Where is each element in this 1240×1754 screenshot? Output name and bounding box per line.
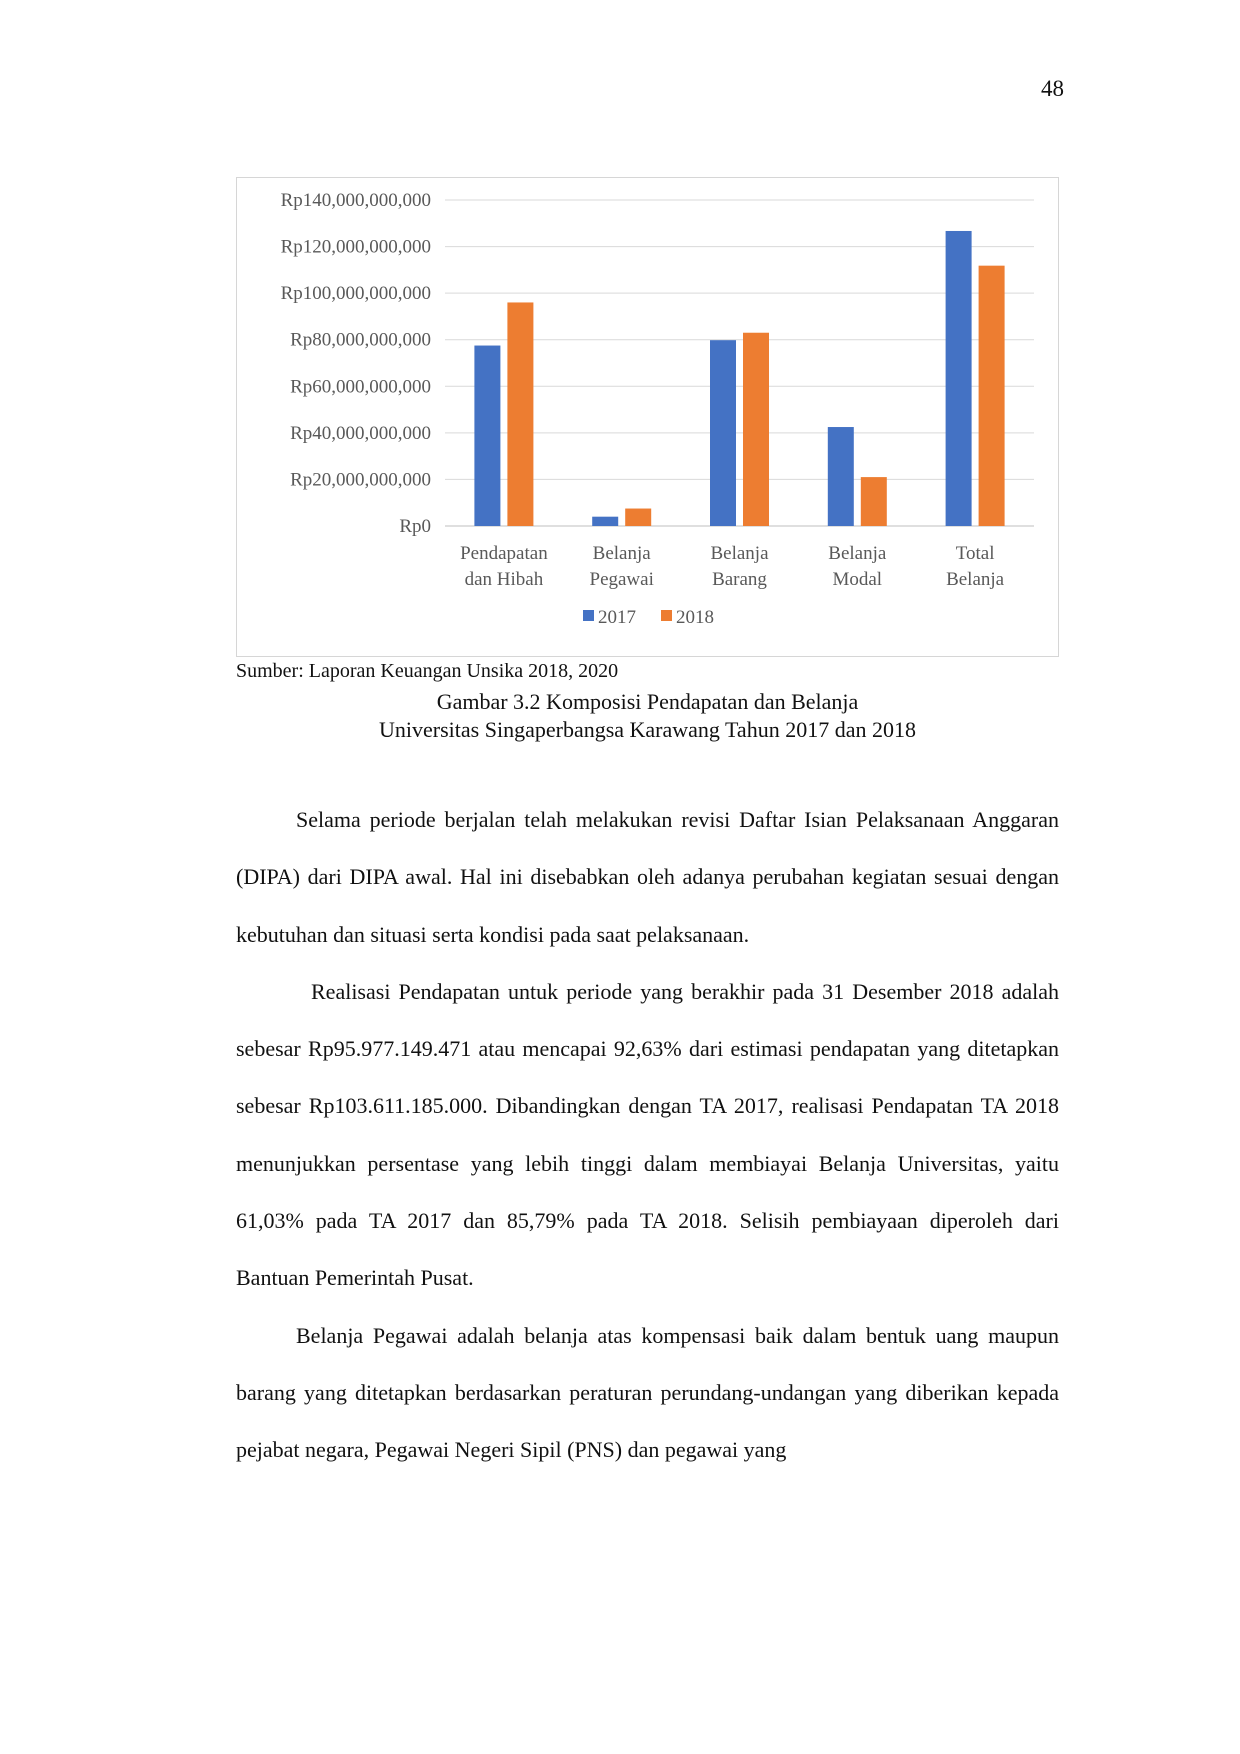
bar-2018 (743, 333, 769, 526)
x-tick-label: Belanja (946, 569, 1005, 590)
y-tick-label: Rp40,000,000,000 (290, 422, 431, 444)
page-number: 48 (1041, 76, 1064, 101)
x-tick-label: Pendapatan (460, 543, 548, 564)
bar-2017 (710, 340, 736, 526)
x-tick-label: Belanja (710, 543, 769, 564)
chart-bars (474, 231, 1004, 526)
y-tick-label: Rp80,000,000,000 (290, 329, 431, 351)
chart-x-axis-labels (460, 543, 1005, 590)
paragraph-1: Selama periode berjalan telah melakukan revisi Daftar Isian Pelaksanaan Anggaran (DIPA) dari DIPA awal. Hal ini disebabkan oleh adanya perubahan kegiatan sesuai dengan kebutuhan dan situasi serta kondisi pada saat pelaksanaan. (236, 807, 1059, 947)
legend-swatch-2017 (583, 610, 594, 621)
bar-2018 (979, 266, 1005, 526)
body-text (236, 791, 1059, 1479)
y-tick-label: Rp60,000,000,000 (290, 376, 431, 398)
bar-2018 (507, 302, 533, 526)
legend-label-2017: 2017 (598, 607, 636, 628)
x-tick-label: Barang (712, 569, 767, 590)
chart-legend (583, 607, 714, 628)
figure-source: Sumber: Laporan Keuangan Unsika 2018, 2020 (236, 660, 619, 682)
bar-2017 (474, 346, 500, 526)
bar-2018 (861, 477, 887, 526)
paragraph-2: Realisasi Pendapatan untuk periode yang berakhir pada 31 Desember 2018 adalah sebesar Rp95.977.149.471 atau mencapai 92,63% dari estimasi pendapatan yang ditetapkan sebesar Rp103.611.185.000. Dibandingkan dengan TA 2017, realisasi Pendapatan TA 2018 menunjukkan persentase yang lebih tinggi dalam membiayai Belanja Universitas, yaitu 61,03% pada TA 2017 dan 85,79% pada TA 2018. Selisih pembiayaan diperoleh dari Bantuan Pemerintah Pusat. (236, 978, 1059, 1291)
x-tick-label: dan Hibah (464, 569, 544, 590)
paragraph-3: Belanja Pegawai adalah belanja atas kompensasi baik dalam bentuk uang maupun barang yang ditetapkan berdasarkan peraturan perundang-undangan yang diberikan kepada pejabat negara, Pegawai Negeri Sipil (PNS) dan pegawai yang (236, 1322, 1059, 1463)
x-tick-label: Belanja (828, 543, 887, 564)
y-tick-label: Rp0 (399, 516, 431, 537)
bar-2017 (828, 427, 854, 526)
y-tick-label: Rp140,000,000,000 (280, 190, 431, 211)
x-tick-label: Belanja (592, 543, 651, 564)
bar-2017 (592, 517, 618, 526)
bar-2018 (625, 509, 651, 526)
y-tick-label: Rp120,000,000,000 (280, 236, 431, 258)
figure-caption-line-2: Universitas Singaperbangsa Karawang Tahun 2017 dan 2018 (379, 717, 916, 742)
legend-label-2018: 2018 (676, 607, 714, 628)
chart-canvas (237, 178, 1060, 658)
x-tick-label: Total (955, 543, 995, 564)
bar-2017 (946, 231, 972, 526)
chart-y-axis-labels (281, 190, 431, 537)
y-tick-label: Rp20,000,000,000 (290, 469, 431, 491)
bar-chart (236, 177, 1059, 657)
x-tick-label: Pegawai (589, 569, 654, 590)
legend-swatch-2018 (661, 610, 672, 621)
figure-caption-line-1: Gambar 3.2 Komposisi Pendapatan dan Belanja (436, 689, 859, 714)
x-tick-label: Modal (832, 569, 883, 590)
y-tick-label: Rp100,000,000,000 (280, 283, 431, 305)
